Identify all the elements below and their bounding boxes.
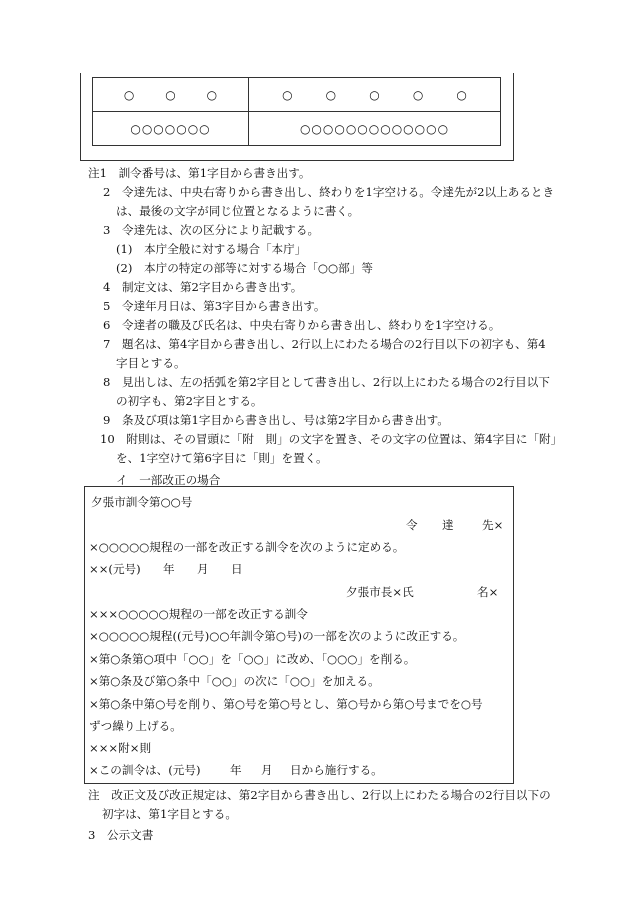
note-7-cont: 字目とする。 xyxy=(116,356,186,370)
date-era: ××(元号) xyxy=(89,562,141,576)
mayor-name-end: 名× xyxy=(477,585,499,599)
note-5: 5 令達年月日は、第3字目から書き出す。 xyxy=(103,299,326,313)
supplementary-heading: ×××附×則 xyxy=(89,741,152,755)
note-3-item-1: (1) 本庁全般に対する場合「本庁」 xyxy=(116,242,307,256)
note-9: 9 条及び項は第1字目から書き出し、号は第2字目から書き出す。 xyxy=(103,413,449,427)
note-8-cont: の初字も、第2字目とする。 xyxy=(116,394,263,408)
order-number: 夕張市訓令第○○号 xyxy=(91,495,193,509)
enactment-text: ×○○○○○規程の一部を改正する訓令を次のように定める。 xyxy=(89,540,405,554)
date-year: 年 xyxy=(163,562,175,576)
amendment-title: ×××○○○○○規程の一部を改正する訓令 xyxy=(89,607,308,621)
amendment-line-2: ×第○条及び第○条中「○○」の次に「○○」を加える。 xyxy=(89,674,380,688)
recipient-label-2: 達 xyxy=(442,518,454,532)
footer-note: 注 改正文及び改正規定は、第2字目から書き出し、2行以上にわたる場合の2行目以下の xyxy=(88,788,551,802)
note-1: 注1 訓令番号は、第1字目から書き出す。 xyxy=(88,166,311,180)
amendment-line-3: ×第○条中第○号を削り、第○号を第○号とし、第○号から第○号までを○号 xyxy=(89,697,483,711)
table-cell: ○○○○○○○○○○○○○ xyxy=(249,112,501,146)
table-row xyxy=(93,78,501,112)
section-heading: イ 一部改正の場合 xyxy=(116,473,221,487)
date-month: 月 xyxy=(197,562,209,576)
table-cell xyxy=(249,78,501,112)
circle-placeholder: ○ xyxy=(282,87,293,102)
section-3-heading: 3 公示文書 xyxy=(88,828,154,842)
footer-note-cont: 初字は、第1字目とする。 xyxy=(102,807,237,821)
circle-placeholder: ○ xyxy=(325,87,337,102)
recipient-label-3: 先× xyxy=(482,518,504,532)
table-cell xyxy=(93,78,249,112)
note-10: 10 附則は、その冒頭に「附 則」の文字を置き、その文字の位置は、第4字目に「附」 xyxy=(100,432,563,446)
effective-date-text: ×この訓令は、(元号) xyxy=(89,763,201,777)
circle-placeholder: ○ xyxy=(123,87,135,102)
note-3-item-2: (2) 本庁の特定の部等に対する場合「○○部」等 xyxy=(116,261,373,275)
note-2-cont: は、最後の文字が同じ位置となるように書く。 xyxy=(116,204,360,218)
note-3: 3 令達先は、次の区分により記載する。 xyxy=(103,223,320,237)
date-day: 日 xyxy=(231,562,243,576)
effective-month: 月 xyxy=(261,763,273,777)
mayor-name: 夕張市長×氏 xyxy=(346,585,414,599)
effective-day: 日から施行する。 xyxy=(290,763,383,777)
note-8: 8 見出しは、左の括弧を第2字目として書き出し、2行以上にわたる場合の2行目以下 xyxy=(103,375,550,389)
circle-placeholder: ○ xyxy=(165,87,176,102)
amendment-line-3-cont: ずつ繰り上げる。 xyxy=(89,719,182,733)
circle-placeholder: ○ xyxy=(412,87,424,102)
circle-placeholder: ○ xyxy=(369,87,380,102)
note-10-cont: を、1字空けて第6字目に「則」を置く。 xyxy=(116,451,328,465)
note-4: 4 制定文は、第2字目から書き出す。 xyxy=(103,280,303,294)
note-6: 6 令達者の職及び氏名は、中央右寄りから書き出し、終わりを1字空ける。 xyxy=(103,318,501,332)
recipient-label-1: 令 xyxy=(406,518,418,532)
table-cell: ○○○○○○○ xyxy=(93,112,249,146)
circle-placeholder: ○ xyxy=(206,87,218,102)
note-7: 7 題名は、第4字目から書き出し、2行以上にわたる場合の2行目以下の初字も、第4 xyxy=(103,337,546,351)
note-2: 2 令達先は、中央右寄りから書き出し、終わりを1字空ける。令達先が2以上あるとき xyxy=(103,185,555,199)
amendment-text: ×○○○○○規程((元号)○○年訓令第○号)の一部を次のように改正する。 xyxy=(89,629,465,643)
circle-placeholder: ○ xyxy=(456,87,467,102)
effective-year: 年 xyxy=(230,763,242,777)
table-row xyxy=(93,112,501,146)
amendment-line-1: ×第○条第○項中「○○」を「○○」に改め、「○○○」を削る。 xyxy=(89,652,416,666)
placeholder-table xyxy=(92,77,501,146)
